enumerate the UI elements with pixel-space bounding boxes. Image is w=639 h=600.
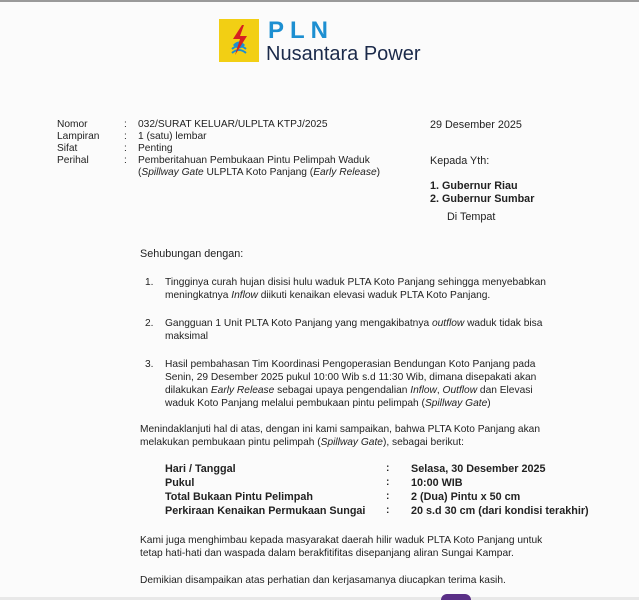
schedule-label-time: Pukul [165,477,195,489]
schedule-value-river: 20 s.d 30 cm (dari kondisi terakhir) [411,505,589,517]
perihal-label: Perihal [57,155,89,166]
item-1-line-2: meningkatnya Inflow diikuti kenaikan elevasi waduk PLTA Koto Panjang. [165,290,491,301]
sifat-label: Sifat [57,143,78,154]
stamp-fragment-icon [441,594,471,600]
schedule-value-date: Selasa, 30 Desember 2025 [411,463,546,475]
nomor-colon: : [124,119,127,130]
item-3-number: 3. [145,359,154,370]
perihal-colon: : [124,155,127,166]
schedule-colon-3: : [386,491,390,502]
nomor-value: 032/SURAT KELUAR/ULPLTA KTPJ/2025 [138,119,328,130]
brand-subtitle: Nusantara Power [266,43,421,65]
greeting: Sehubungan dengan: [140,248,244,260]
item-3-line-2: Senin, 29 Desember 2025 pukul 10:00 Wib s.d 11:30 Wib, dimana disepakati akan [165,372,537,383]
item-2-line-1: Gangguan 1 Unit PLTA Koto Panjang yang mengakibatnya outflow waduk tidak bisa [165,318,543,329]
perihal-spillway-gate: Spillway Gate [141,167,204,178]
item-2-line-2: maksimal [165,331,209,342]
sifat-colon: : [124,143,127,154]
top-border [0,0,639,2]
item-2-number: 2. [145,318,154,329]
nomor-label: Nomor [57,119,88,130]
follow-line-2: melakukan pembukaan pintu pelimpah (Spillway Gate), sebagai berikut: [140,437,464,448]
recipient-intro: Kepada Yth: [430,155,490,167]
item-1-number: 1. [145,277,154,288]
recipient-item-1: 1. Gubernur Riau [430,180,518,192]
brand-name: PLN [268,17,334,44]
thanks-line: Demikian disampaikan atas perhatian dan kerjasamanya diucapkan terima kasih. [140,575,506,586]
item-3-line-3: dilakukan Early Release sebagai upaya pengendalian Inflow, Outflow dan Elevasi [165,385,533,396]
schedule-colon-2: : [386,477,390,488]
item-1-line-1: Tingginya curah hujan disisi hulu waduk PLTA Koto Panjang sehingga menyebabkan [165,277,546,288]
perihal-line2: (Spillway Gate ULPLTA Koto Panjang (Early Release) [138,167,381,178]
schedule-colon-1: : [386,463,390,474]
follow-line-1: Menindaklanjuti hal di atas, dengan ini kami sampaikan, bahwa PLTA Koto Panjang akan [140,424,541,435]
item-3-line-4: waduk Koto Panjang melalui pembukaan pintu pelimpah (Spillway Gate) [165,398,491,409]
schedule-label-date: Hari / Tanggal [165,463,236,475]
schedule-label-river: Perkiraan Kenaikan Permukaan Sungai [165,505,366,517]
recipient-place: Di Tempat [447,211,496,223]
letter-date: 29 Desember 2025 [430,119,522,131]
pln-logo-icon [219,19,259,62]
lampiran-label: Lampiran [57,131,100,142]
lampiran-colon: : [124,131,127,142]
schedule-label-gate: Total Bukaan Pintu Pelimpah [165,491,313,503]
appeal-line-2: tetap hati-hati dan waspada dalam berakfitifitas disepanjang aliran Sungai Kampar. [140,548,514,559]
schedule-colon-4: : [386,505,390,516]
schedule-value-gate: 2 (Dua) Pintu x 50 cm [411,491,521,503]
schedule-value-time: 10:00 WIB [411,477,463,489]
lampiran-value: 1 (satu) lembar [138,131,207,142]
appeal-line-1: Kami juga menghimbau kepada masyarakat daerah hilir waduk PLTA Koto Panjang untuk [140,535,543,546]
sifat-value: Penting [138,143,173,154]
recipient-item-2: 2. Gubernur Sumbar [430,193,535,205]
item-3-line-1: Hasil pembahasan Tim Koordinasi Pengoperasian Bendungan Koto Panjang pada [165,359,536,370]
perihal-line1: Pemberitahuan Pembukaan Pintu Pelimpah Waduk [138,155,370,166]
